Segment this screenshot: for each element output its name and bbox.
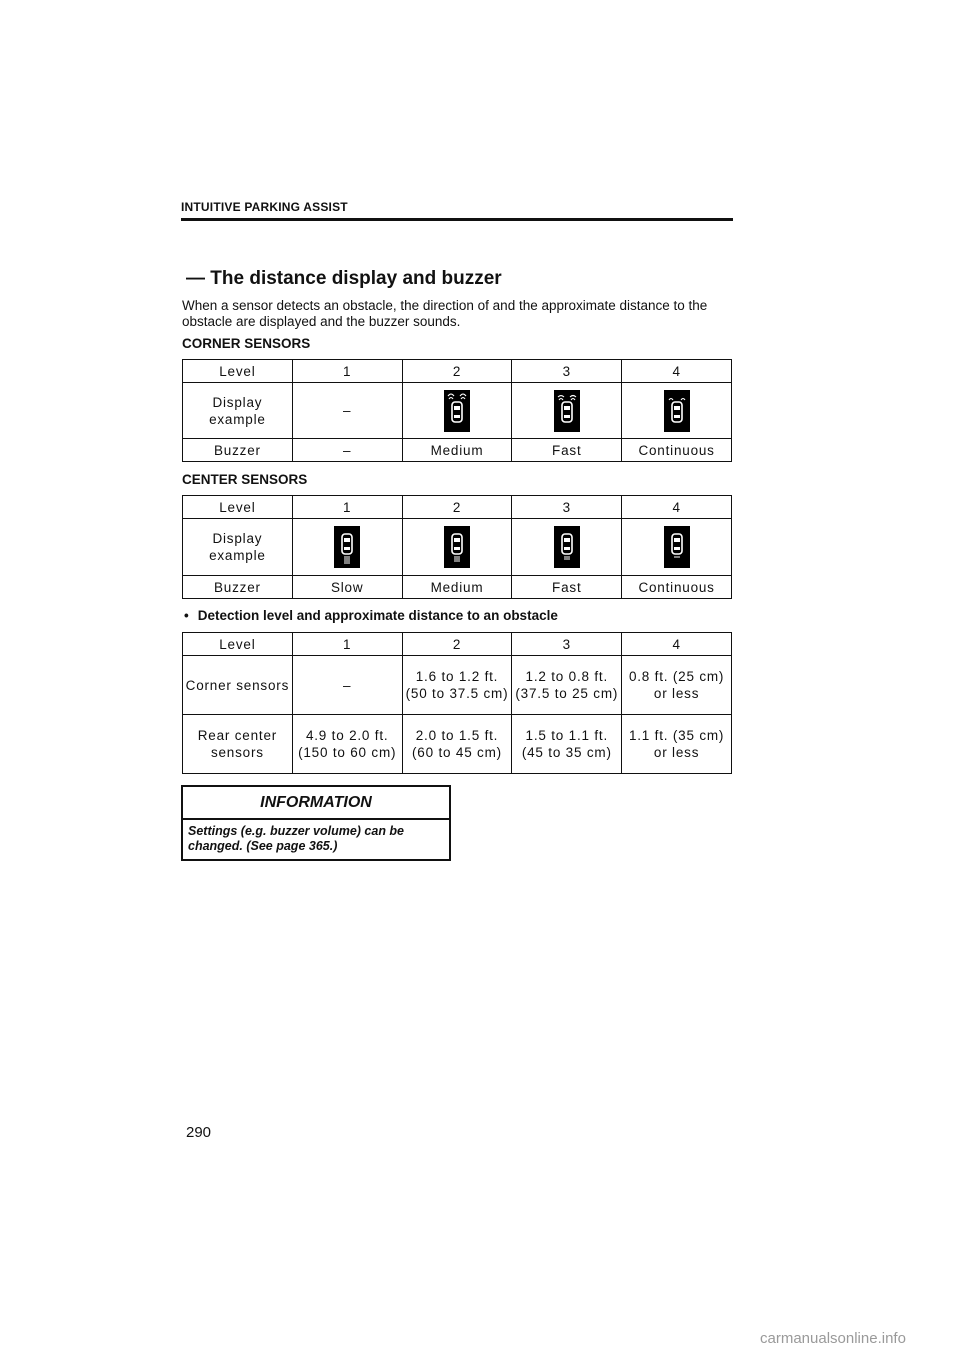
center-level-1-display-icon — [334, 526, 360, 568]
display-cell — [622, 383, 732, 439]
distance-cell: 4.9 to 2.0 ft. (150 to 60 cm) — [292, 715, 402, 774]
display-header: Display example — [183, 519, 293, 576]
bullet-icon: • — [184, 608, 189, 623]
section-title: — The distance display and buzzer — [186, 268, 502, 289]
distance-cell: 0.8 ft. (25 cm) or less — [622, 656, 732, 715]
level-header: Level — [183, 360, 293, 383]
table-row — [183, 519, 732, 576]
center-level-2-display-icon — [444, 526, 470, 568]
level-cell: 4 — [622, 633, 732, 656]
distance-cell: 1.2 to 0.8 ft. (37.5 to 25 cm) — [512, 656, 622, 715]
level-cell: 3 — [512, 633, 622, 656]
detection-label — [184, 608, 558, 623]
information-box — [181, 785, 451, 861]
table-row — [183, 439, 732, 462]
buzzer-cell: Medium — [402, 576, 512, 599]
buzzer-cell: – — [292, 439, 402, 462]
detection-label-text: Detection level and approximate distance to an obstacle — [197, 608, 558, 623]
display-header: Display example — [183, 383, 293, 439]
detection-table — [182, 632, 732, 774]
table-row — [183, 633, 732, 656]
center-level-3-display-icon — [554, 526, 580, 568]
watermark: carmanualsonline.info — [760, 1330, 906, 1347]
corner-sensors-label: CORNER SENSORS — [182, 336, 311, 351]
distance-cell: 1.5 to 1.1 ft. (45 to 35 cm) — [512, 715, 622, 774]
table-row — [183, 360, 732, 383]
level-cell: 1 — [292, 360, 402, 383]
display-none-cell: – — [292, 383, 402, 439]
display-cell — [512, 519, 622, 576]
information-title: INFORMATION — [260, 794, 372, 811]
level-cell: 4 — [622, 360, 732, 383]
buzzer-cell: Slow — [292, 576, 402, 599]
level-cell: 1 — [292, 496, 402, 519]
center-level-4-display-icon — [664, 526, 690, 568]
display-cell — [402, 383, 512, 439]
level-cell: 3 — [512, 360, 622, 383]
display-cell — [292, 519, 402, 576]
level-cell: 4 — [622, 496, 732, 519]
level-cell: 2 — [402, 360, 512, 383]
buzzer-cell: Continuous — [622, 576, 732, 599]
display-cell — [512, 383, 622, 439]
display-cell — [402, 519, 512, 576]
table-row — [183, 496, 732, 519]
distance-cell: – — [292, 656, 402, 715]
buzzer-cell: Fast — [512, 439, 622, 462]
buzzer-cell: Continuous — [622, 439, 732, 462]
rear-center-sensors-header: Rear center sensors — [183, 715, 293, 774]
level-cell: 1 — [292, 633, 402, 656]
distance-cell: 2.0 to 1.5 ft. (60 to 45 cm) — [402, 715, 512, 774]
table-row — [183, 576, 732, 599]
corner-sensors-header: Corner sensors — [183, 656, 293, 715]
center-sensors-table — [182, 495, 732, 599]
display-cell — [622, 519, 732, 576]
table-row — [183, 656, 732, 715]
corner-sensors-table — [182, 359, 732, 462]
buzzer-cell: Fast — [512, 576, 622, 599]
corner-level-2-display-icon — [444, 390, 470, 432]
level-cell: 3 — [512, 496, 622, 519]
level-cell: 2 — [402, 496, 512, 519]
distance-cell: 1.6 to 1.2 ft. (50 to 37.5 cm) — [402, 656, 512, 715]
buzzer-cell: Medium — [402, 439, 512, 462]
corner-level-4-display-icon — [664, 390, 690, 432]
center-sensors-label: CENTER SENSORS — [182, 472, 308, 487]
level-header: Level — [183, 496, 293, 519]
intro-paragraph: When a sensor detects an obstacle, the direction of and the approximate distance to the obstacle are displayed and the buzzer sounds. — [182, 298, 708, 329]
header-rule — [181, 218, 733, 221]
distance-cell: 1.1 ft. (35 cm) or less — [622, 715, 732, 774]
table-row — [183, 715, 732, 774]
information-rule — [183, 818, 449, 820]
corner-level-3-display-icon — [554, 390, 580, 432]
running-header: INTUITIVE PARKING ASSIST — [181, 200, 348, 214]
buzzer-header: Buzzer — [183, 439, 293, 462]
buzzer-header: Buzzer — [183, 576, 293, 599]
level-header: Level — [183, 633, 293, 656]
information-text: Settings (e.g. buzzer volume) can be changed. (See page 365.) — [188, 824, 405, 853]
level-cell: 2 — [402, 633, 512, 656]
table-row — [183, 383, 732, 439]
page-number: 290 — [186, 1124, 212, 1141]
